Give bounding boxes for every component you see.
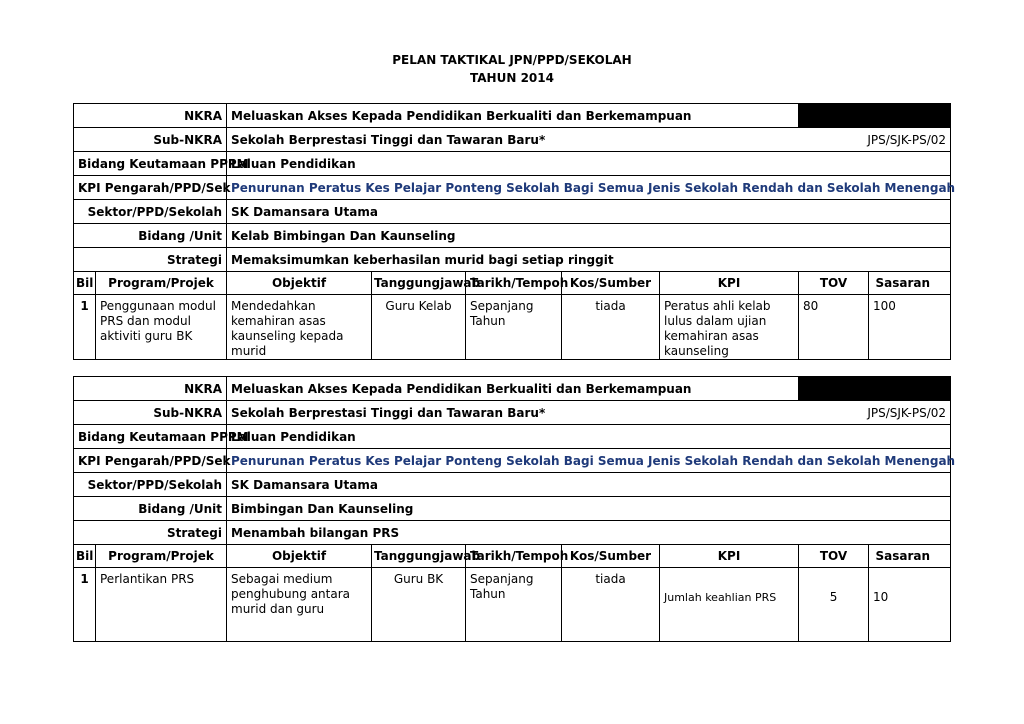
kpi-pengarah-label: KPI Pengarah/PPD/Sek bbox=[74, 449, 227, 473]
col-sasaran: Sasaran bbox=[869, 545, 951, 568]
row-tov: 5 bbox=[799, 568, 869, 642]
bidang-keutamaan-value: Laluan Pendidikan bbox=[227, 425, 951, 449]
nkra-row bbox=[74, 377, 951, 401]
bidang-unit-value: Bimbingan Dan Kaunseling bbox=[227, 497, 951, 521]
title-line-1: PELAN TAKTIKAL JPN/PPD/SEKOLAH bbox=[392, 53, 632, 67]
sektor-value: SK Damansara Utama bbox=[227, 473, 951, 497]
black-cell bbox=[799, 104, 951, 128]
col-objektif: Objektif bbox=[227, 272, 372, 295]
strategi-row bbox=[74, 521, 951, 545]
row-sasaran: 100 bbox=[869, 295, 951, 360]
sub-nkra-row bbox=[74, 128, 951, 152]
bidang-unit-label: Bidang /Unit bbox=[74, 497, 227, 521]
row-tarikh: Sepanjang Tahun bbox=[466, 568, 562, 642]
row-kpi: Peratus ahli kelab lulus dalam ujian kemahiran asas kaunseling bbox=[660, 295, 799, 360]
col-objektif: Objektif bbox=[227, 545, 372, 568]
kpi-pengarah-row bbox=[74, 449, 951, 473]
col-tov: TOV bbox=[799, 272, 869, 295]
col-bil: Bil bbox=[74, 545, 96, 568]
bidang-keutamaan-label: Bidang Keutamaan PPPM bbox=[74, 425, 227, 449]
col-tarikh: Tarikh/Tempoh bbox=[466, 272, 562, 295]
strategi-row bbox=[74, 248, 951, 272]
kpi-pengarah-row bbox=[74, 176, 951, 200]
nkra-label: NKRA bbox=[74, 104, 227, 128]
sub-nkra-row bbox=[74, 401, 951, 425]
row-kos: tiada bbox=[562, 568, 660, 642]
row-bil: 1 bbox=[74, 295, 96, 360]
row-sasaran: 10 bbox=[869, 568, 951, 642]
col-bil: Bil bbox=[74, 272, 96, 295]
col-tarikh: Tarikh/Tempoh bbox=[466, 545, 562, 568]
sub-nkra-value: Sekolah Berprestasi Tinggi dan Tawaran Baru* bbox=[227, 128, 799, 152]
col-sasaran: Sasaran bbox=[869, 272, 951, 295]
strategi-value: Memaksimumkan keberhasilan murid bagi setiap ringgit bbox=[227, 248, 951, 272]
kpi-pengarah-label: KPI Pengarah/PPD/Sek bbox=[74, 176, 227, 200]
row-kpi: Jumlah keahlian PRS bbox=[660, 568, 799, 642]
col-program: Program/Projek bbox=[96, 545, 227, 568]
row-bil: 1 bbox=[74, 568, 96, 642]
strategi-label: Strategi bbox=[74, 248, 227, 272]
black-cell bbox=[799, 377, 951, 401]
row-tanggungjawab: Guru Kelab bbox=[372, 295, 466, 360]
bidang-unit-row bbox=[74, 224, 951, 248]
title-line-2: TAHUN 2014 bbox=[470, 71, 554, 85]
row-objektif: Sebagai medium penghubung antara murid dan guru bbox=[227, 568, 372, 642]
col-tanggungjawab: Tanggungjawab bbox=[372, 272, 466, 295]
col-kos: Kos/Sumber bbox=[562, 272, 660, 295]
sektor-value: SK Damansara Utama bbox=[227, 200, 951, 224]
col-kos: Kos/Sumber bbox=[562, 545, 660, 568]
sektor-label: Sektor/PPD/Sekolah bbox=[74, 200, 227, 224]
sub-nkra-label: Sub-NKRA bbox=[74, 401, 227, 425]
col-tov: TOV bbox=[799, 545, 869, 568]
sektor-label: Sektor/PPD/Sekolah bbox=[74, 473, 227, 497]
bidang-unit-row bbox=[74, 497, 951, 521]
row-tov: 80 bbox=[799, 295, 869, 360]
kpi-pengarah-value: Penurunan Peratus Kes Pelajar Ponteng Sekolah Bagi Semua Jenis Sekolah Rendah dan Sekolah Menengah bbox=[227, 176, 951, 200]
row-program: Penggunaan modul PRS dan modul aktiviti guru BK bbox=[96, 295, 227, 360]
sektor-row bbox=[74, 473, 951, 497]
bidang-keutamaan-value: Laluan Pendidikan bbox=[227, 152, 951, 176]
table-row bbox=[74, 295, 951, 360]
row-objektif: Mendedahkan kemahiran asas kaunseling kepada murid bbox=[227, 295, 372, 360]
col-kpi: KPI bbox=[660, 545, 799, 568]
plan-table-2 bbox=[73, 376, 956, 642]
kpi-pengarah-value: Penurunan Peratus Kes Pelajar Ponteng Sekolah Bagi Semua Jenis Sekolah Rendah dan Sekolah Menengah bbox=[227, 449, 951, 473]
plan-table-1 bbox=[73, 103, 956, 360]
col-tanggungjawab: Tanggungjawab bbox=[372, 545, 466, 568]
bidang-keutamaan-label: Bidang Keutamaan PPPM bbox=[74, 152, 227, 176]
nkra-row bbox=[74, 104, 951, 128]
bidang-keutamaan-row bbox=[74, 425, 951, 449]
nkra-value: Meluaskan Akses Kepada Pendidikan Berkualiti dan Berkemampuan bbox=[227, 104, 799, 128]
nkra-label: NKRA bbox=[74, 377, 227, 401]
sub-nkra-value: Sekolah Berprestasi Tinggi dan Tawaran Baru* bbox=[227, 401, 799, 425]
col-kpi: KPI bbox=[660, 272, 799, 295]
bidang-unit-label: Bidang /Unit bbox=[74, 224, 227, 248]
row-tanggungjawab: Guru BK bbox=[372, 568, 466, 642]
reference-code: JPS/SJK-PS/02 bbox=[799, 401, 951, 425]
column-header-row bbox=[74, 545, 951, 568]
strategi-label: Strategi bbox=[74, 521, 227, 545]
table-row bbox=[74, 568, 951, 642]
row-kos: tiada bbox=[562, 295, 660, 360]
document-title bbox=[0, 51, 1024, 87]
bidang-unit-value: Kelab Bimbingan Dan Kaunseling bbox=[227, 224, 951, 248]
bidang-keutamaan-row bbox=[74, 152, 951, 176]
strategi-value: Menambah bilangan PRS bbox=[227, 521, 951, 545]
row-program: Perlantikan PRS bbox=[96, 568, 227, 642]
col-program: Program/Projek bbox=[96, 272, 227, 295]
row-tarikh: Sepanjang Tahun bbox=[466, 295, 562, 360]
sektor-row bbox=[74, 200, 951, 224]
column-header-row bbox=[74, 272, 951, 295]
sub-nkra-label: Sub-NKRA bbox=[74, 128, 227, 152]
nkra-value: Meluaskan Akses Kepada Pendidikan Berkualiti dan Berkemampuan bbox=[227, 377, 799, 401]
reference-code: JPS/SJK-PS/02 bbox=[799, 128, 951, 152]
